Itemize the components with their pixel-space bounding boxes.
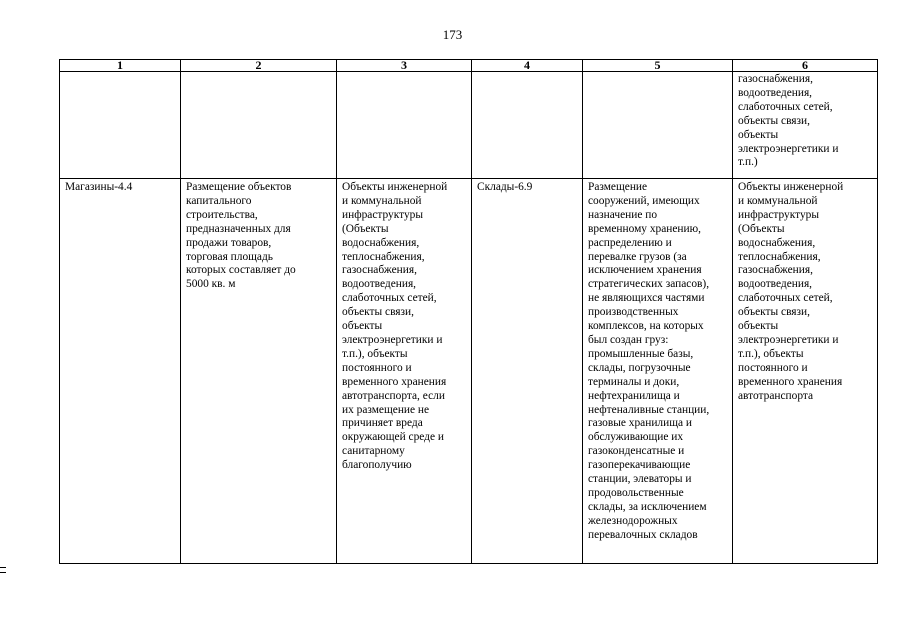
- auxiliary-use-description: Объекты инженерной и коммунальной инфраструктуры (Объекты водоснабжения, теплоснабжения, газоснабжения, водоотведения, слаботочных сетей, объекты связи, объекты электроэнергетики и т.п.), объекты постоянного и временного хранения автотранспорта, если их размещение не причиняет вреда окружающей среде и санитарному благополучию: [342, 181, 448, 472]
- main-use-code: Магазины-4.4: [65, 181, 133, 193]
- column-header-4: 4: [472, 60, 583, 72]
- page-number: 173: [442, 27, 463, 42]
- column-header-5: 5: [583, 60, 733, 72]
- conditional-use-code: Склады-6.9: [477, 181, 533, 193]
- land-use-table: [59, 59, 878, 564]
- table-cell: [60, 179, 181, 564]
- table-header-row: [60, 60, 878, 72]
- column-header-2: 2: [181, 60, 337, 72]
- cell-text: газоснабжения, водоотведения, слаботочных сетей, объекты связи, объекты электроэнергетики и т.п.): [738, 73, 839, 169]
- column-header-3: 3: [337, 60, 472, 72]
- table-cell: [472, 179, 583, 564]
- table-cell: [337, 179, 472, 564]
- table-cell: [583, 179, 733, 564]
- main-use-description: Размещение объектов капитального строительства, предназначенных для продажи товаров, торговая площадь которых составляет до 5000 кв. м: [186, 181, 296, 291]
- table-row: [60, 72, 878, 179]
- margin-mark: [0, 567, 6, 573]
- table-cell: [181, 179, 337, 564]
- table-cell: [472, 72, 583, 179]
- table-row: [60, 179, 878, 564]
- table-cell: [60, 72, 181, 179]
- table-cell: [181, 72, 337, 179]
- conditional-auxiliary-description: Объекты инженерной и коммунальной инфраструктуры (Объекты водоснабжения, теплоснабжения, газоснабжения, водоотведения, слаботочных сетей, объекты связи, объекты электроэнергетики и т.п.), объекты постоянного и временного хранения автотранспорта: [738, 181, 844, 402]
- table-cell: [337, 72, 472, 179]
- column-header-6: 6: [733, 60, 878, 72]
- table-cell: [733, 179, 878, 564]
- column-header-1: 1: [60, 60, 181, 72]
- conditional-use-description: Размещение сооружений, имеющих назначение по временному хранению, распределению и перевалке грузов (за исключением хранения стратегических запасов), не являющихся частями производственных комплексов, на которых был создан груз: промышленные базы, склады, погрузочные терминалы и доки, нефтехранилища и нефтеналивные станции, газовые хранилища и обслуживающие их газоконденсатные и газоперекачивающие станции, элеваторы и продовольственные склады, за исключением железнодорожных перевалочных складов: [588, 181, 710, 541]
- table-cell: [583, 72, 733, 179]
- table-cell: [733, 72, 878, 179]
